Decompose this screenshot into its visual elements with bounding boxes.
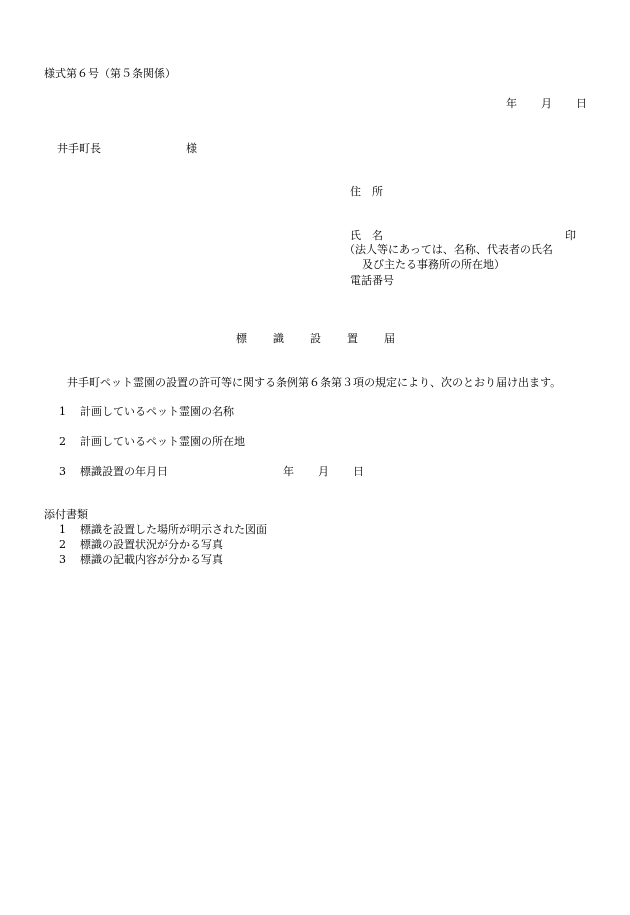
corporation-note-line1: （法人等にあっては、名称、代表者の氏名 xyxy=(344,243,553,256)
item-2-text: 計画しているペット霊園の所在地 xyxy=(80,435,245,448)
title-char-2: 識 xyxy=(273,332,284,345)
item-3-day-label: 日 xyxy=(353,465,364,478)
attachment-3-number: 3 xyxy=(59,553,66,566)
title-char-5: 届 xyxy=(384,332,395,345)
attachments-heading: 添付書類 xyxy=(44,508,88,521)
item-3-number: 3 xyxy=(59,465,66,478)
date-month-label: 月 xyxy=(541,97,552,110)
item-2-number: 2 xyxy=(59,435,66,448)
corporation-note-line2: 及び主たる事務所の所在地） xyxy=(362,258,505,271)
attachment-1-number: 1 xyxy=(59,523,66,536)
title-char-4: 置 xyxy=(347,332,358,345)
item-3-text: 標識設置の年月日 xyxy=(80,465,168,478)
item-1-number: 1 xyxy=(59,405,66,418)
phone-label: 電話番号 xyxy=(350,274,394,287)
title-char-3: 設 xyxy=(310,332,321,345)
body-text: 井手町ペット霊園の設置の許可等に関する条例第６条第３項の規定により、次のとおり届け出ます。 xyxy=(67,376,562,389)
attachment-3-text: 標識の記載内容が分かる写真 xyxy=(80,553,223,566)
attachment-2-text: 標識の設置状況が分かる写真 xyxy=(80,538,223,551)
form-number: 様式第６号（第５条関係） xyxy=(44,67,176,80)
date-year-label: 年 xyxy=(506,97,517,110)
address-label: 住 所 xyxy=(350,185,383,198)
seal-mark: 印 xyxy=(565,229,576,242)
date-day-label: 日 xyxy=(576,97,587,110)
addressee-honorific: 様 xyxy=(186,142,197,155)
item-3-month-label: 月 xyxy=(318,465,329,478)
name-label: 氏 名 xyxy=(350,229,383,242)
attachment-1-text: 標識を設置した場所が明示された図面 xyxy=(80,523,267,536)
attachment-2-number: 2 xyxy=(59,538,66,551)
title-char-1: 標 xyxy=(236,332,247,345)
item-1-text: 計画しているペット霊園の名称 xyxy=(80,405,234,418)
item-3-year-label: 年 xyxy=(283,465,294,478)
addressee-name: 井手町長 xyxy=(57,142,101,155)
